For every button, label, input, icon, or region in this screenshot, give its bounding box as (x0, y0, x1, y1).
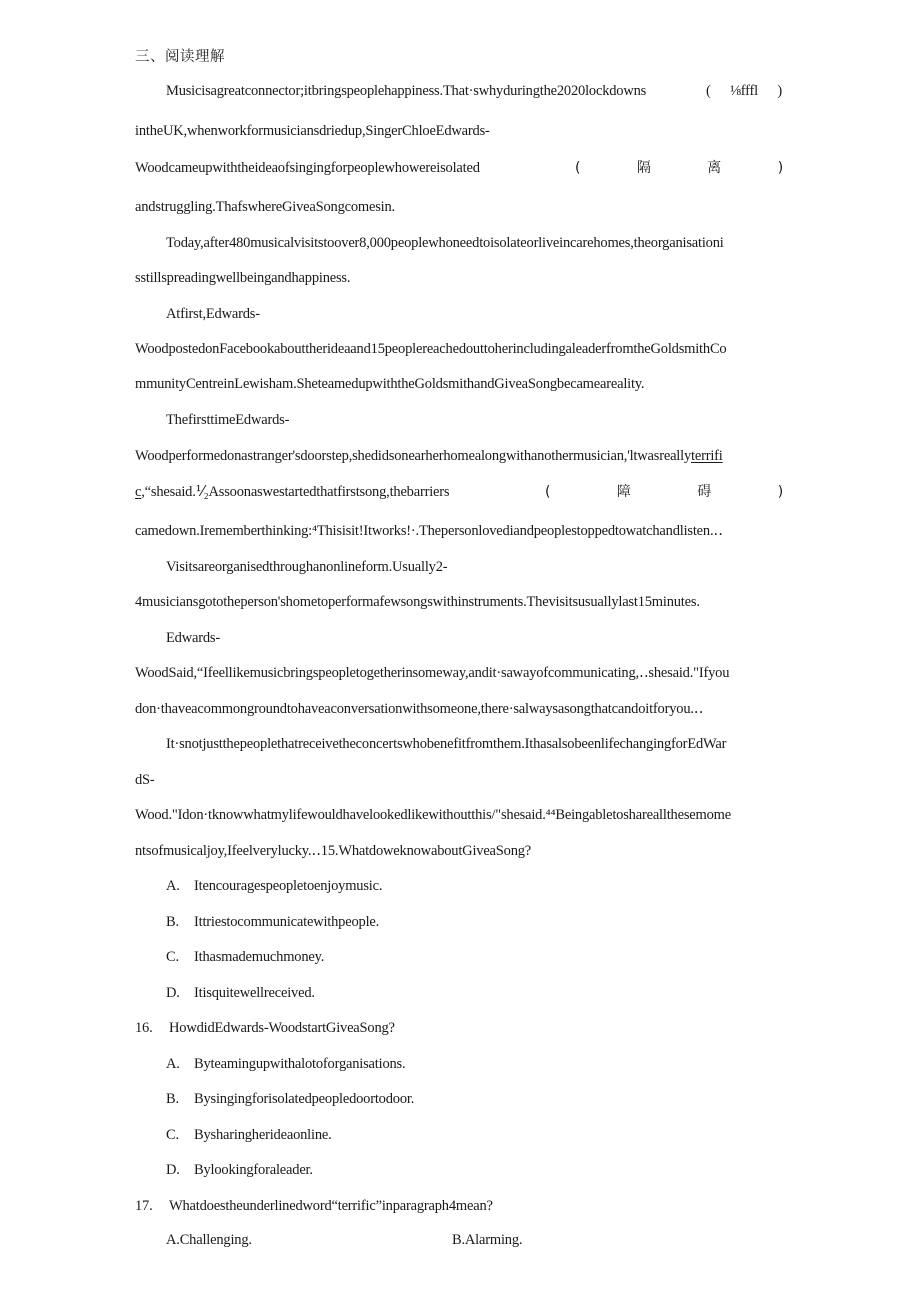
passage-parenthetical (706, 81, 782, 101)
q16-option-b[interactable] (166, 1089, 414, 1109)
paren-close: ) (777, 160, 783, 176)
paren-close: ) (777, 484, 783, 500)
option-text: Ithasmademuchmoney. (194, 949, 325, 965)
passage-line: WoodSaid,“Ifeellikemusicbringspeopletogetherinsomeway,andit·sawayofcommunicating,‥shesaid."Ifyou (135, 665, 730, 681)
q16-option-d[interactable] (166, 1160, 313, 1180)
passage-line: Atfirst,Edwards- (166, 306, 260, 322)
option-letter: D. (166, 1162, 180, 1178)
passage-line: It·snotjustthepeoplethatreceivetheconcertswhobenefitfromthem.IthasalsobeenlifechangingforEdWar (166, 736, 727, 752)
option-text: Itisquitewellreceived. (194, 985, 315, 1001)
paren-content: ⅛fffl (730, 83, 758, 99)
passage-text: ,“shesaid.⅟₂Assoonaswestartedthatfirstsong,thebarriers (141, 484, 450, 500)
option-text: Bylookingforaleader. (194, 1162, 313, 1178)
q16-option-c[interactable] (166, 1125, 332, 1145)
passage-line: Edwards- (166, 630, 220, 646)
passage-line: camedown.Irememberthinking:⁴Thisisit!Itworks!·.Thepersonlovediandpeoplestoppedtowatchandlisten.‥ (135, 523, 723, 539)
passage-line: WoodpostedonFacebookabouttherideaand15peoplereachedouttoherincludingaleaderfromtheGoldsmithCo (135, 341, 727, 357)
option-letter: C. (166, 1127, 179, 1143)
question-number: 16. (135, 1020, 153, 1036)
passage-line: Visitsareorganisedthroughanonlineform.Usually2- (166, 559, 448, 575)
passage-text: Woodperformedonastranger'sdoorstep,shedidsonearherhomealongwithanothermusician,'ltwasreally (135, 448, 692, 464)
option-text: Itencouragespeopletoenjoymusic. (194, 878, 383, 894)
option-letter: A. (166, 878, 180, 894)
passage-line: dS- (135, 772, 155, 788)
q17-stem (135, 1196, 493, 1216)
passage-line: Today,after480musicalvisitstoover8,000peoplewhoneedtoisolateorliveincarehomes,theorganisationi (166, 235, 724, 251)
option-text: Bysharingherideaonline. (194, 1127, 332, 1143)
passage-line: intheUK,whenworkformusiciansdriedup,SingerChloeEdwards- (135, 123, 490, 139)
underlined-word: terrifi (691, 448, 723, 464)
passage-line (135, 482, 449, 502)
q16-option-a[interactable] (166, 1054, 405, 1074)
paren-open: ( (575, 160, 581, 176)
passage-line: sstillspreadingwellbeingandhappiness. (135, 270, 351, 286)
passage-line (135, 446, 723, 466)
passage-line: 4musiciansgototheperson'shometoperformafewsongswithinstruments.Thevisitsusuallylast15minutes. (135, 594, 700, 610)
q15-option-a[interactable] (166, 876, 382, 896)
paren-open: ( (545, 484, 551, 500)
passage-line: andstruggling.ThafswhereGiveaSongcomesin. (135, 199, 395, 215)
gloss-char: 离 (707, 160, 722, 176)
paren-close: ) (777, 83, 782, 99)
option-text: Bysingingforisolatedpeopledoortodoor. (194, 1091, 415, 1107)
q15-option-b[interactable] (166, 912, 379, 932)
passage-gloss (545, 482, 783, 502)
gloss-char: 障 (616, 484, 631, 500)
q16-stem (135, 1018, 395, 1038)
q17-option-b[interactable]: B.Alarming. (452, 1232, 523, 1248)
option-letter: B. (166, 1091, 179, 1107)
option-letter: C. (166, 949, 179, 965)
passage-line: ThefirsttimeEdwards- (166, 412, 290, 428)
question-number: 17. (135, 1198, 153, 1214)
passage-gloss (575, 158, 783, 178)
section-heading: 三、阅读理解 (135, 49, 225, 65)
underlined-word: c (135, 484, 142, 500)
question-text: Whatdoestheunderlinedword“terrific”inparagraph4mean? (169, 1198, 493, 1214)
q15-option-d[interactable] (166, 983, 315, 1003)
passage-line: Woodcameupwiththeideaofsingingforpeoplewhowereisolated (135, 160, 480, 176)
q17-option-a[interactable]: A.Challenging. (166, 1232, 252, 1248)
passage-line: Musicisagreatconnector;itbringspeoplehappiness.That·swhyduringthe2020lockdowns (166, 83, 647, 99)
option-letter: D. (166, 985, 180, 1001)
gloss-char: 隔 (636, 160, 651, 176)
option-letter: A. (166, 1056, 180, 1072)
option-text: Byteamingupwithalotoforganisations. (194, 1056, 406, 1072)
paren-open: ( (706, 83, 711, 99)
q15-option-c[interactable] (166, 947, 324, 967)
option-letter: B. (166, 914, 179, 930)
option-text: Ittriestocommunicatewithpeople. (194, 914, 380, 930)
passage-line: don·thaveacommongroundtohaveaconversationwithsomeone,there·salwaysasongthatcandoitforyou.‥ (135, 701, 704, 717)
passage-line: mmunityCentreinLewisham.SheteamedupwiththeGoldsmithandGiveaSongbecameareality. (135, 376, 645, 392)
passage-line: Wood."Idon·tknowwhatmylifewouldhavelookedlikewithoutthis/"shesaid.⁴⁴Beingabletoshareallthesemome (135, 807, 731, 823)
gloss-char: 碍 (697, 484, 712, 500)
passage-line: ntsofmusicaljoy,Ifeelverylucky.‥15.WhatdoweknowaboutGiveaSong? (135, 843, 532, 859)
question-text: HowdidEdwards-WoodstartGiveaSong? (169, 1020, 395, 1036)
